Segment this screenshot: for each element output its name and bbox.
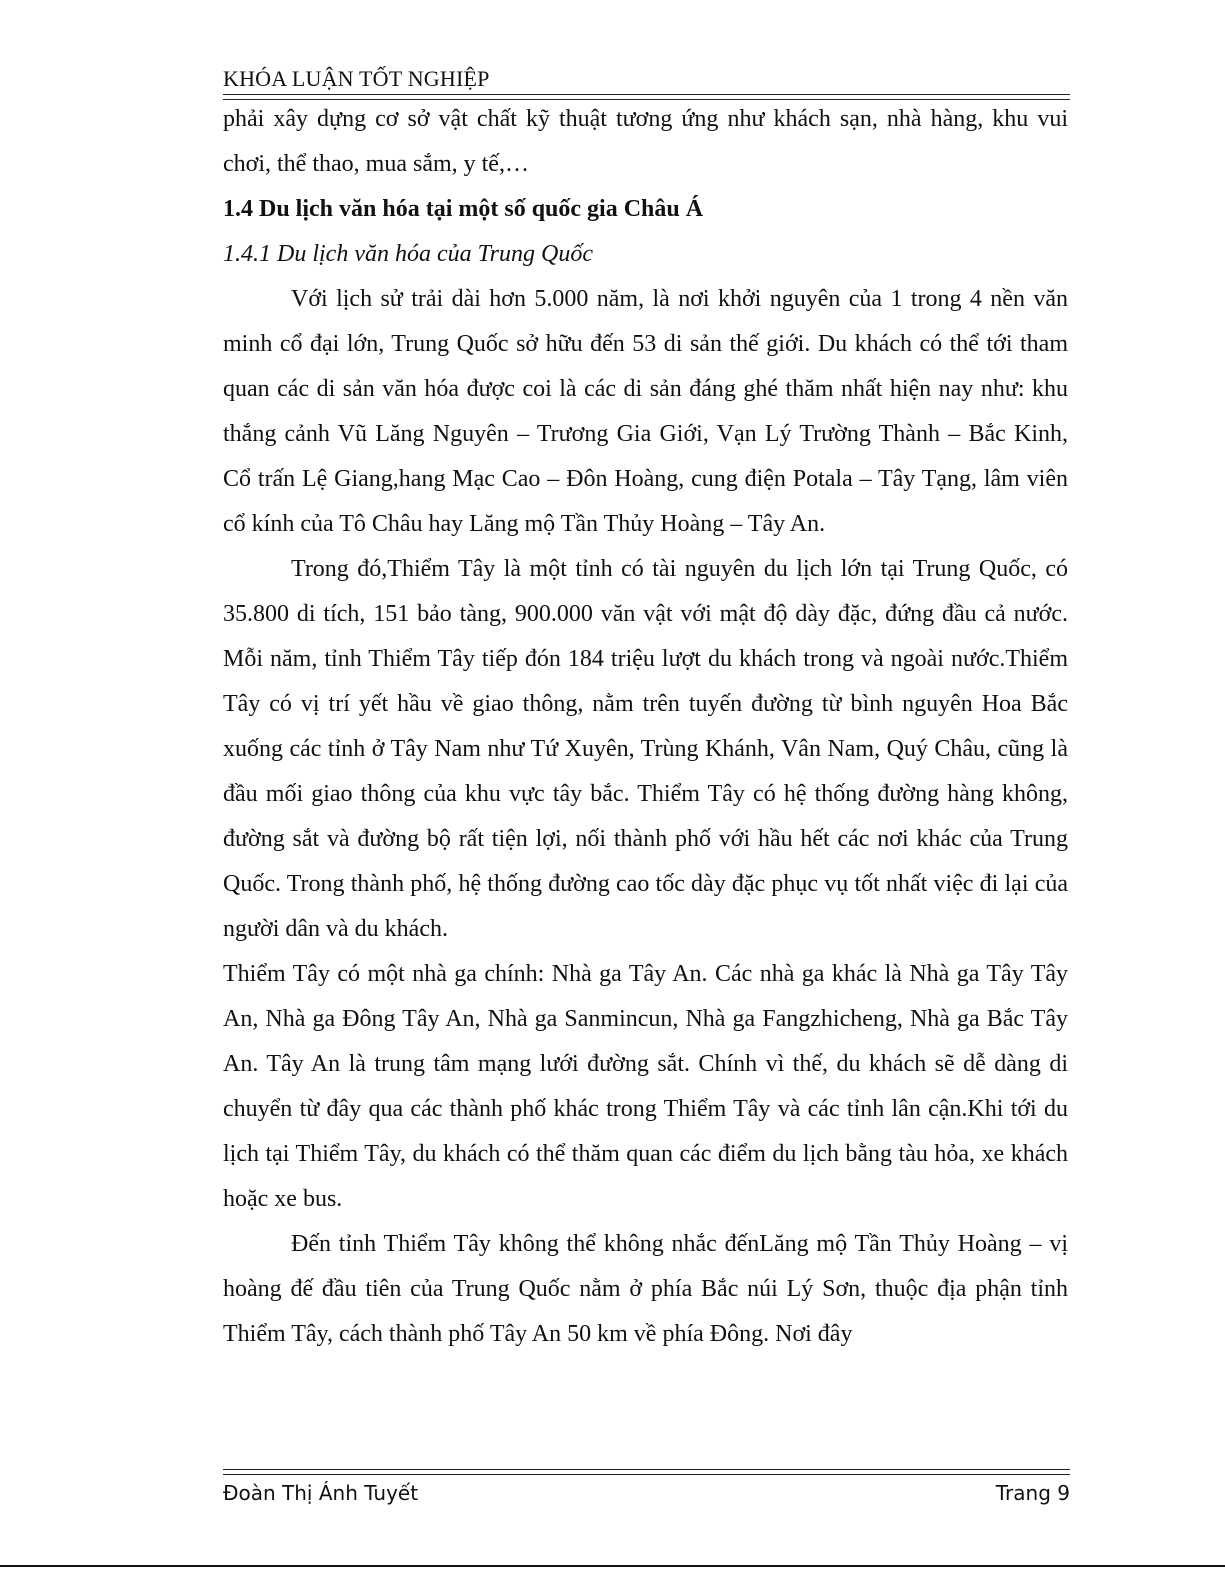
footer-row	[223, 1475, 1070, 1511]
paragraph: Đến tỉnh Thiểm Tây không thể không nhắc đếnLăng mộ Tần Thủy Hoàng – vị hoàng đế đầu tiên của Trung Quốc nằm ở phía Bắc núi Lý Sơn, thuộc địa phận tỉnh Thiểm Tây, cách thành phố Tây An 50 km về phía Đông. Nơi đây	[223, 1231, 1068, 1347]
section-heading: 1.4 Du lịch văn hóa tại một số quốc gia Châu Á	[223, 196, 704, 222]
header-title: KHÓA LUẬN TỐT NGHIỆP	[223, 66, 490, 91]
paragraph-continued: phải xây dựng cơ sở vật chất kỹ thuật tương ứng như khách sạn, nhà hàng, khu vui chơi, thể thao, mua sắm, y tế,…	[223, 106, 1068, 177]
page-bottom-edge	[0, 1565, 1225, 1567]
footer-author: Đoàn Thị Ánh Tuyết	[223, 1481, 419, 1505]
page-footer	[223, 1469, 1070, 1511]
subsection-heading: 1.4.1 Du lịch văn hóa của Trung Quốc	[223, 241, 593, 267]
paragraph: Thiểm Tây có một nhà ga chính: Nhà ga Tây An. Các nhà ga khác là Nhà ga Tây Tây An, Nhà ga Đông Tây An, Nhà ga Sanmincun, Nhà ga Fangzhicheng, Nhà ga Bắc Tây An. Tây An là trung tâm mạng lưới đường sắt. Chính vì thế, du khách sẽ dễ dàng di chuyển từ đây qua các thành phố khác trong Thiểm Tây và các tỉnh lân cận.Khi tới du lịch tại Thiểm Tây, du khách có thể thăm quan các điểm du lịch bằng tàu hỏa, xe khách hoặc xe bus.	[223, 961, 1068, 1212]
paragraph: Với lịch sử trải dài hơn 5.000 năm, là nơi khởi nguyên của 1 trong 4 nền văn minh cổ đại lớn, Trung Quốc sở hữu đến 53 di sản thế giới. Du khách có thể tới tham quan các di sản văn hóa được coi là các di sản đáng ghé thăm nhất hiện nay như: khu thắng cảnh Vũ Lăng Nguyên – Trương Gia Giới, Vạn Lý Trường Thành – Bắc Kinh, Cổ trấn Lệ Giang,hang Mạc Cao – Đôn Hoàng, cung điện Potala – Tây Tạng, lâm viên cổ kính của Tô Châu hay Lăng mộ Tần Thủy Hoàng – Tây An.	[223, 286, 1068, 537]
paragraph: Trong đó,Thiểm Tây là một tỉnh có tài nguyên du lịch lớn tại Trung Quốc, có 35.800 di tích, 151 bảo tàng, 900.000 văn vật với mật độ dày đặc, đứng đầu cả nước. Mỗi năm, tỉnh Thiểm Tây tiếp đón 184 triệu lượt du khách trong và ngoài nước.Thiểm Tây có vị trí yết hầu về giao thông, nằm trên tuyến đường từ bình nguyên Hoa Bắc xuống các tỉnh ở Tây Nam như Tứ Xuyên, Trùng Khánh, Vân Nam, Quý Châu, cũng là đầu mối giao thông của khu vực tây bắc. Thiểm Tây có hệ thống đường hàng không, đường sắt và đường bộ rất tiện lợi, nối thành phố với hầu hết các nơi khác của Trung Quốc. Trong thành phố, hệ thống đường cao tốc dày đặc phục vụ tốt nhất việc đi lại của người dân và du khách.	[223, 556, 1068, 942]
document-body	[223, 97, 1068, 1357]
page-header	[223, 64, 1070, 100]
footer-page-number: Trang 9	[995, 1481, 1070, 1505]
